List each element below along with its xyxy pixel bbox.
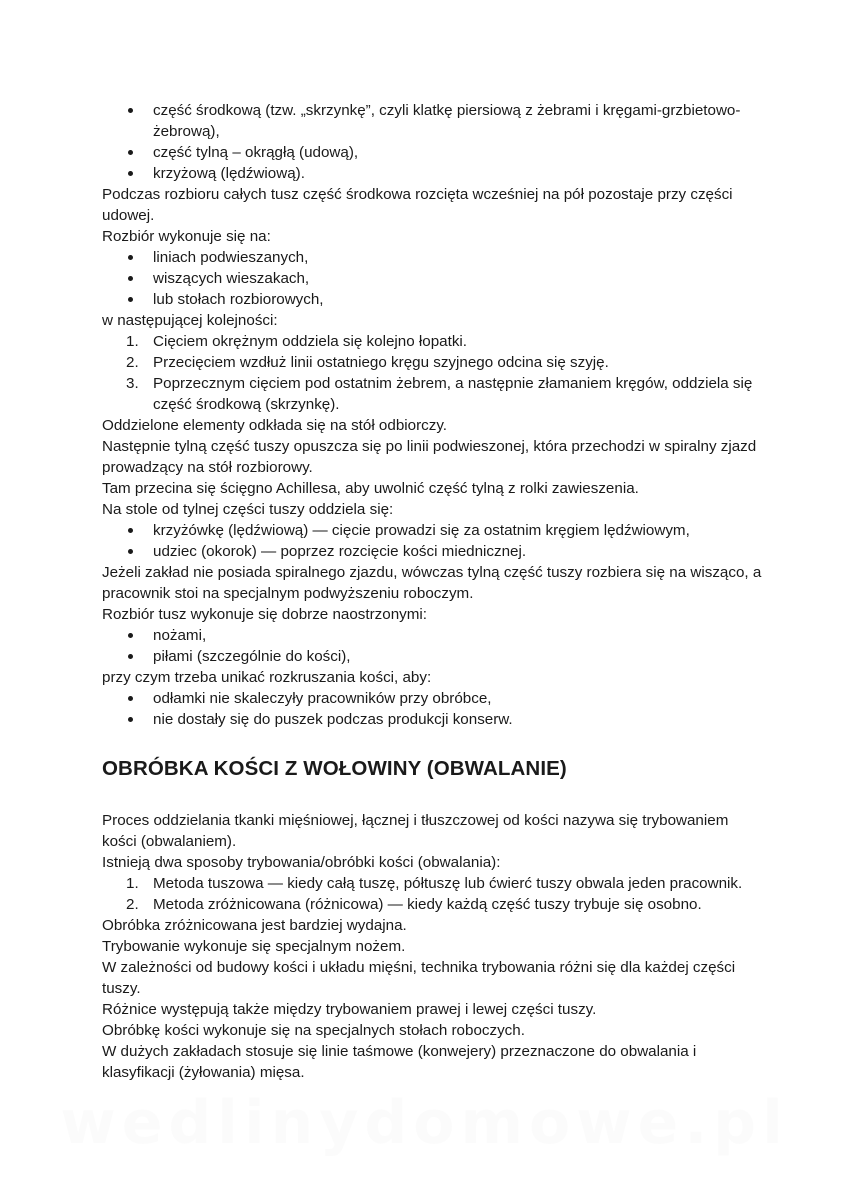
- watermark: wedlinydomowe.pl: [60, 1088, 789, 1158]
- list-item: [126, 373, 762, 415]
- bullet-list-rear-parts: [102, 520, 762, 562]
- list-item: [126, 331, 762, 352]
- list-item: krzyżówkę (lędźwiową) — cięcie prowadzi się za ostatnim kręgiem lędźwiowym,: [153, 520, 762, 541]
- list-item-text: Cięciem okrężnym oddziela się kolejno łopatki.: [153, 333, 468, 350]
- list-item: nie dostały się do puszek podczas produkcji konserw.: [153, 709, 762, 730]
- list-item: odłamki nie skaleczyły pracowników przy obróbce,: [153, 688, 762, 709]
- numbered-list-steps: [102, 331, 762, 415]
- paragraph: Rozbiór tusz wykonuje się dobrze naostrzonymi:: [102, 606, 427, 623]
- list-item: udziec (okorok) — poprzez rozcięcie kości miednicznej.: [153, 541, 762, 562]
- list-number: 3.: [126, 375, 139, 392]
- document-page: [102, 100, 762, 1083]
- paragraph: Tam przecina się ścięgno Achillesa, aby uwolnić część tylną z rolki zawieszenia.: [102, 480, 639, 497]
- paragraph: Obróbkę kości wykonuje się na specjalnych stołach roboczych.: [102, 1022, 525, 1039]
- paragraph: Trybowanie wykonuje się specjalnym nożem.: [102, 938, 406, 955]
- bullet-list-carcass-parts: [102, 100, 762, 184]
- paragraph: W zależności od budowy kości i układu mięśni, technika trybowania różni się dla każdej części tuszy.: [102, 959, 736, 997]
- paragraph: w następującej kolejności:: [102, 312, 278, 329]
- list-item: [126, 894, 762, 915]
- list-item-text: Poprzecznym cięciem pod ostatnim żebrem, a następnie złamaniem kręgów, oddziela się część środkową (skrzynkę).: [153, 375, 753, 413]
- list-item-text: Przecięciem wzdłuż linii ostatniego kręgu szyjnego odcina się szyję.: [153, 354, 609, 371]
- list-number: 1.: [126, 333, 139, 350]
- list-item: liniach podwieszanych,: [153, 247, 762, 268]
- paragraph: Rozbiór wykonuje się na:: [102, 228, 271, 245]
- numbered-list-methods: [102, 873, 762, 915]
- paragraph: Podczas rozbioru całych tusz część środkowa rozcięta wcześniej na pół pozostaje przy części udowej.: [102, 186, 733, 224]
- list-item: nożami,: [153, 625, 762, 646]
- list-item: [126, 873, 762, 894]
- paragraph: Różnice występują także między trybowaniem prawej i lewej części tuszy.: [102, 1001, 597, 1018]
- bullet-list-reasons: [102, 688, 762, 730]
- bullet-list-tools: [102, 625, 762, 667]
- list-number: 2.: [126, 896, 139, 913]
- list-item: część tylną – okrągłą (udową),: [153, 142, 762, 163]
- paragraph: Istnieją dwa sposoby trybowania/obróbki kości (obwalania):: [102, 854, 501, 871]
- paragraph: przy czym trzeba unikać rozkruszania kości, aby:: [102, 669, 432, 686]
- list-item: część środkową (tzw. „skrzynkę”, czyli klatkę piersiową z żebrami i kręgami-grzbietowo-żebrową),: [153, 100, 762, 142]
- paragraph: Na stole od tylnej części tuszy oddziela się:: [102, 501, 394, 518]
- list-item: wiszących wieszakach,: [153, 268, 762, 289]
- list-number: 2.: [126, 354, 139, 371]
- list-item: [126, 352, 762, 373]
- list-number: 1.: [126, 875, 139, 892]
- paragraph: W dużych zakładach stosuje się linie taśmowe (konwejery) przeznaczone do obwalania i klasyfikacji (żyłowania) mięsa.: [102, 1043, 697, 1081]
- list-item: lub stołach rozbiorowych,: [153, 289, 762, 310]
- list-item-text: Metoda tuszowa — kiedy całą tuszę, półtuszę lub ćwierć tuszy obwala jeden pracownik.: [153, 875, 743, 892]
- list-item: piłami (szczególnie do kości),: [153, 646, 762, 667]
- paragraph: Proces oddzielania tkanki mięśniowej, łącznej i tłuszczowej od kości nazywa się trybowaniem kości (obwalaniem).: [102, 812, 729, 850]
- list-item-text: Metoda zróżnicowana (różnicowa) — kiedy każdą część tuszy trybuje się osobno.: [153, 896, 702, 913]
- paragraph: Obróbka zróżnicowana jest bardziej wydajna.: [102, 917, 407, 934]
- section-heading: OBRÓBKA KOŚCI Z WOŁOWINY (OBWALANIE): [102, 757, 567, 780]
- paragraph: Oddzielone elementy odkłada się na stół odbiorczy.: [102, 417, 448, 434]
- list-item: krzyżową (lędźwiową).: [153, 163, 762, 184]
- paragraph: Następnie tylną część tuszy opuszcza się po linii podwieszonej, która przechodzi w spiralny zjazd prowadzący na stół rozbiorowy.: [102, 438, 757, 476]
- bullet-list-cutting-places: [102, 247, 762, 310]
- paragraph: Jeżeli zakład nie posiada spiralnego zjazdu, wówczas tylną część tuszy rozbiera się na wisząco, a pracownik stoi na specjalnym podwyższeniu roboczym.: [102, 564, 762, 602]
